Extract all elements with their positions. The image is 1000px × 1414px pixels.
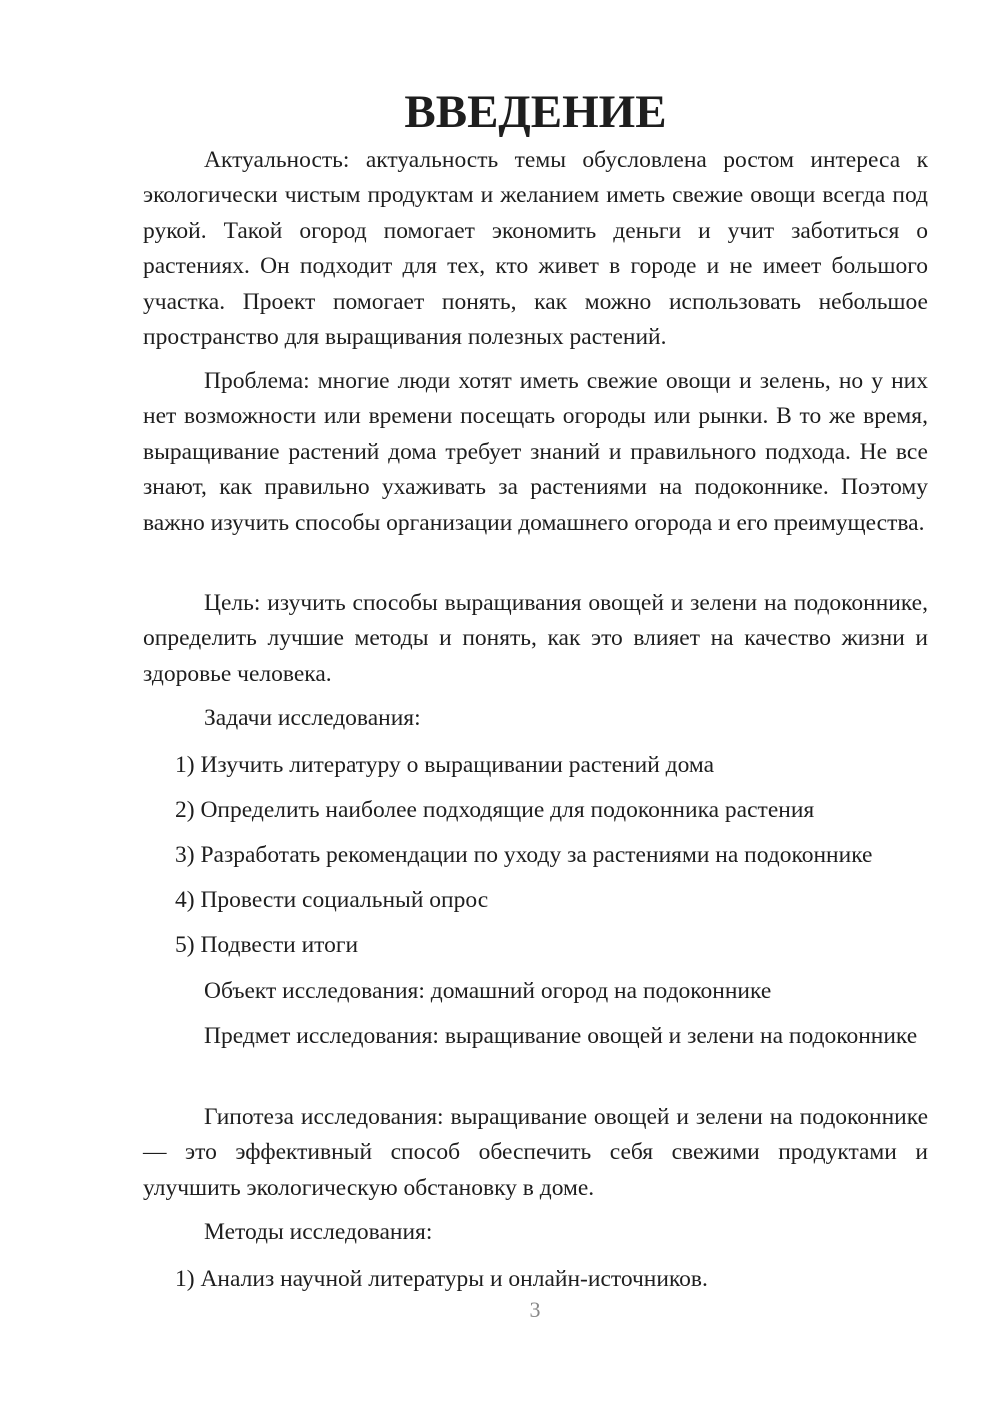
page-title: ВВЕДЕНИЕ bbox=[404, 86, 667, 138]
goal-paragraph: Цель: изучить способы выращивания овощей и зелени на подоконнике, определить лучшие методы и понять, как это влияет на качество жизни и здоровье человека. bbox=[143, 590, 928, 687]
subject-paragraph: Предмет исследования: выращивание овощей и зелени на подоконнике bbox=[204, 1023, 918, 1049]
relevance-paragraph: Актуальность: актуальность темы обусловлена ростом интереса к экологически чистым продуктам и желанием иметь свежие овощи всегда под рукой. Такой огород помогает экономить деньги и учит заботиться о растениях. Он подходит для тех, кто живет в городе и не имеет большого участка. Проект помогает понять, как можно использовать небольшое пространство для выращивания полезных растений. bbox=[143, 147, 928, 351]
list-item: 5) Подвести итоги bbox=[175, 932, 359, 958]
list-item: 4) Провести социальный опрос bbox=[175, 887, 489, 913]
hypothesis-paragraph: Гипотеза исследования: выращивание овощей и зелени на подоконнике — это эффективный способ обеспечить себя свежими продуктами и улучшить экологическую обстановку в доме. bbox=[143, 1104, 928, 1201]
list-item: 2) Определить наиболее подходящие для подоконника растения bbox=[175, 797, 815, 823]
page-number: 3 bbox=[529, 1297, 541, 1322]
object-line: Объект исследования: домашний огород на подоконнике bbox=[204, 978, 772, 1004]
problem-paragraph: Проблема: многие люди хотят иметь свежие овощи и зелень, но у них нет возможности или времени посещать огороды или рынки. В то же время, выращивание растений дома требует знаний и правильного подхода. Не все знают, как правильно ухаживать за растениями на подоконнике. Поэтому важно изучить способы организации домашнего огорода и его преимущества. bbox=[143, 368, 928, 536]
tasks-heading: Задачи исследования: bbox=[204, 705, 421, 731]
list-item: 1) Анализ научной литературы и онлайн-источников. bbox=[175, 1266, 708, 1292]
methods-heading: Методы исследования: bbox=[204, 1219, 433, 1245]
list-item: 1) Изучить литературу о выращивании растений дома bbox=[175, 752, 715, 778]
list-item: 3) Разработать рекомендации по уходу за растениями на подоконнике bbox=[175, 842, 873, 868]
